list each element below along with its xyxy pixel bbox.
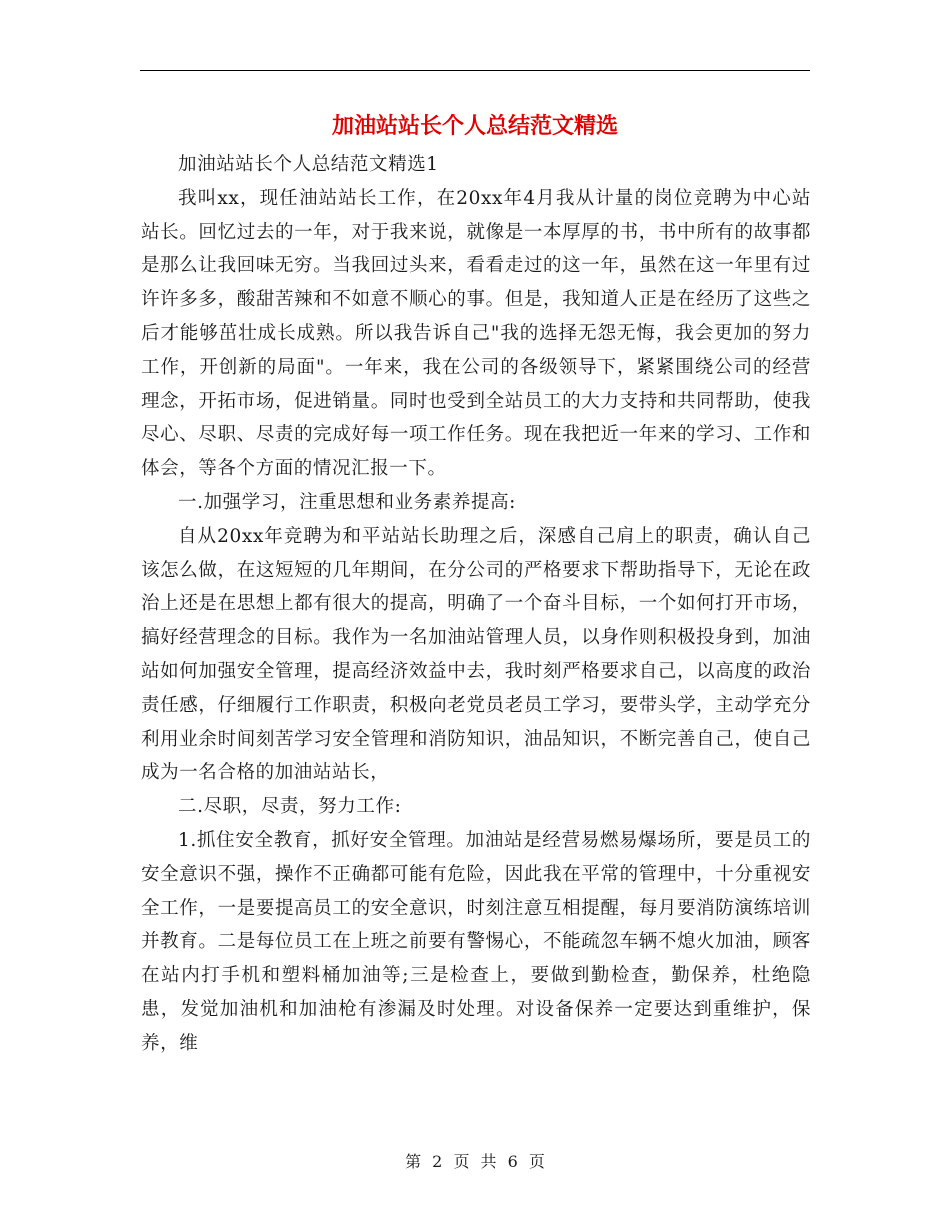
subtitle-paragraph: 加油站站长个人总结范文精选1	[178, 154, 439, 175]
document-title: 加油站站长个人总结范文精选	[331, 113, 618, 139]
page-number: 第 2 页 共 6 页	[405, 1152, 545, 1171]
section-heading-2: 二.尽职，尽责，努力工作:	[178, 796, 402, 818]
section-2-paragraph: 1.抓住安全教育，抓好安全管理。加油站是经营易燃易爆场所，要是员工的安全意识不强，操作不正确都可能有危险，因此我在平常的管理中，十分重视安全工作，一是要提高员工的安全意识，时刻注意互相提醒，每月要消防演练培训并教育。二是每位员工在上班之前要有警惕心，不能疏忽车辆不熄火加油，顾客在站内打手机和塑料桶加油等;三是检查上，要做到勤检查，勤保养，杜绝隐患，发觉加油机和加油枪有渗漏及时处理。对设备保养一定要达到重维护，保养，维	[141, 829, 811, 1054]
section-1-paragraph: 自从20xx年竞聘为和平站站长助理之后，深感自己肩上的职责，确认自己该怎么做，在这短短的几年期间，在分公司的严格要求下帮助指导下，无论在政治上还是在思想上都有很大的提高，明确了一个奋斗目标，一个如何打开市场，搞好经营理念的目标。我作为一名加油站管理人员，以身作则积极投身到，加油站如何加强安全管理，提高经济效益中去，我时刻严格要求自己，以高度的政治责任感，仔细履行工作职责，积极向老党员老员工学习，要带头学，主动学充分利用业余时间刻苦学习安全管理和消防知识，油品知识，不断完善自己，使自己成为一名合格的加油站站长，	[141, 525, 811, 784]
document-body	[141, 148, 811, 1061]
section-heading-1: 一.加强学习，注重思想和业务素养提高:	[178, 491, 517, 513]
header-rule	[140, 70, 810, 71]
intro-paragraph: 我叫xx，现任油站站长工作，在20xx年4月我从计量的岗位竞聘为中心站站长。回忆过去的一年，对于我来说，就像是一本厚厚的书，书中所有的故事都是那么让我回味无穷。当我回过头来，看看走过的这一年，虽然在这一年里有过许许多多，酸甜苦辣和不如意不顺心的事。但是，我知道人正是在经历了这些之后才能够茁壮成长成熟。所以我告诉自己"我的选择无怨无悔，我会更加的努力工作，开创新的局面"。一年来，我在公司的各级领导下，紧紧围绕公司的经营理念，开拓市场，促进销量。同时也受到全站员工的大力支持和共同帮助，使我尽心、尽职、尽责的完成好每一项工作任务。现在我把近一年来的学习、工作和体会，等各个方面的情况汇报一下。	[141, 187, 811, 480]
